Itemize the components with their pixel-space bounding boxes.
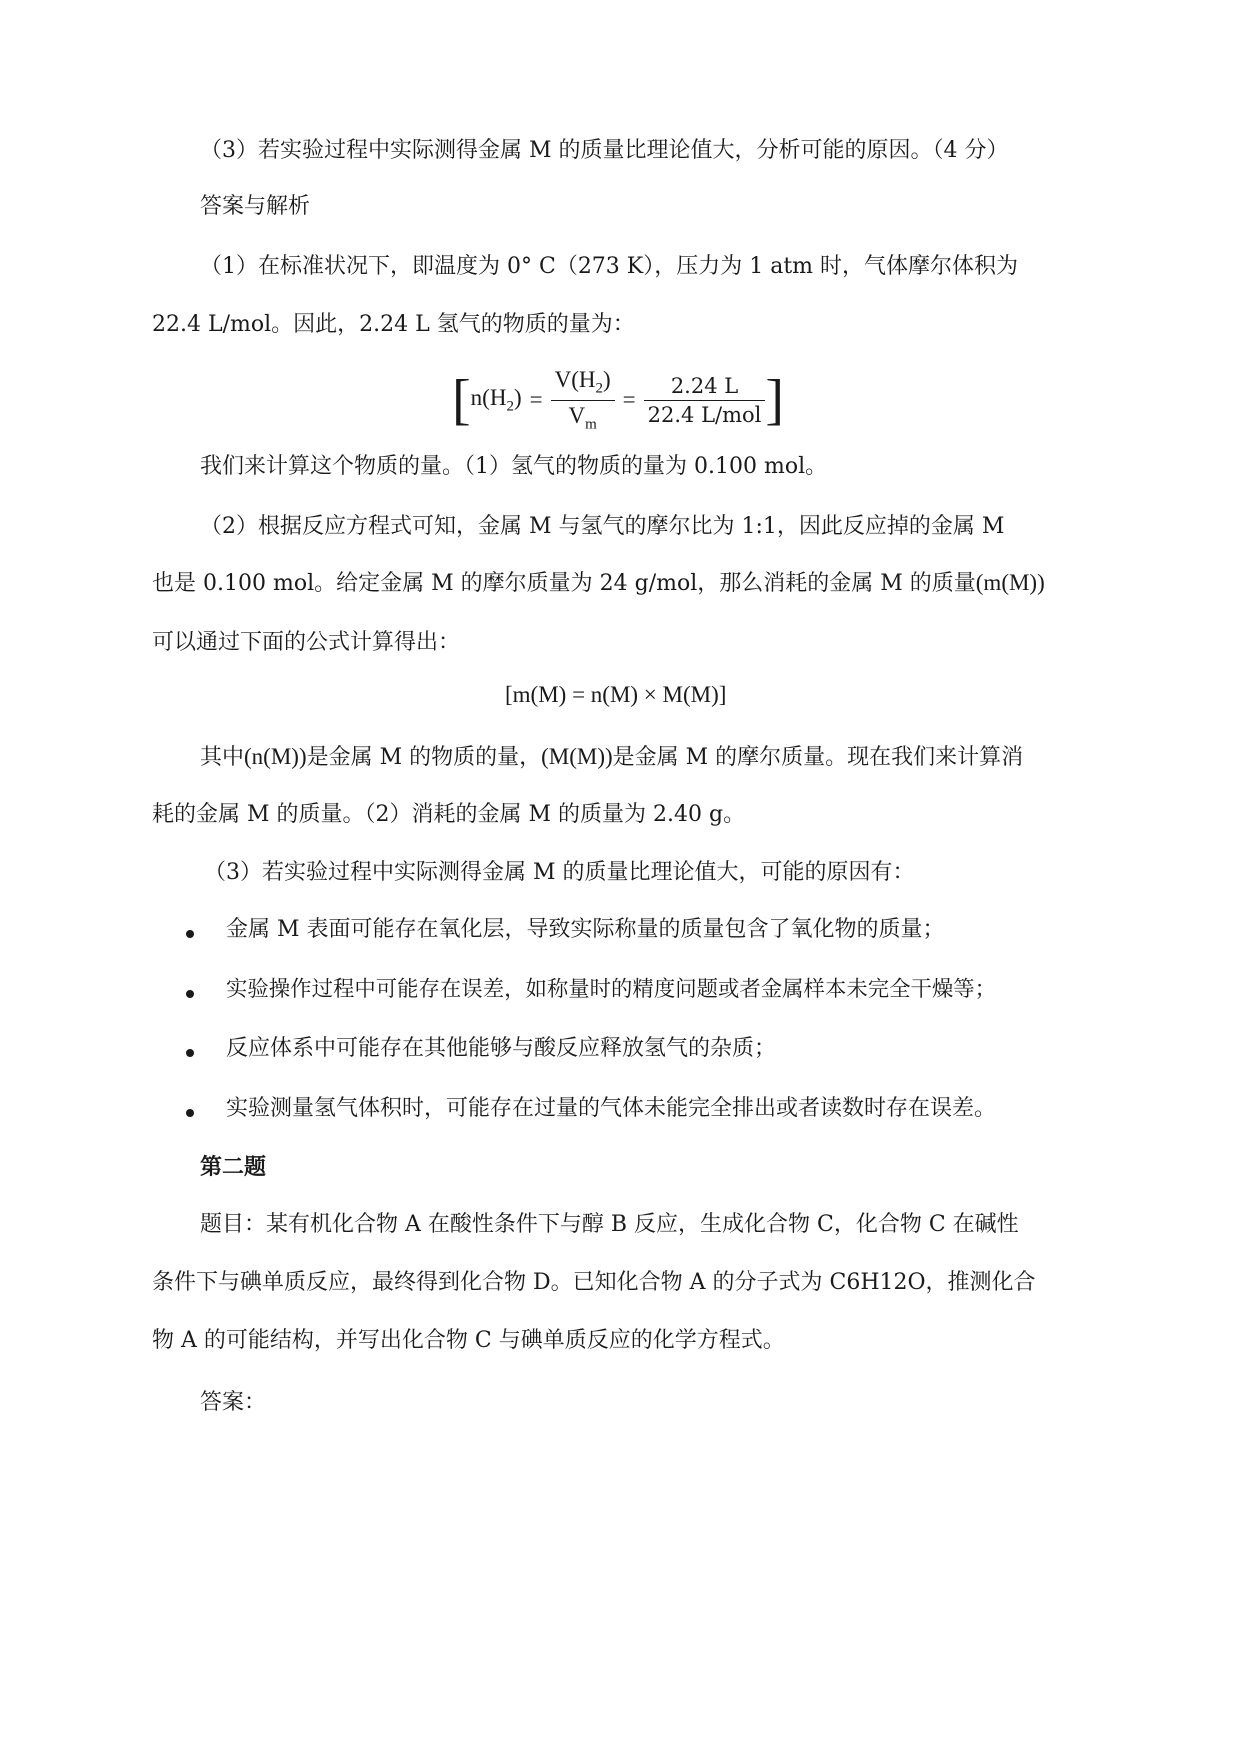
- bullet-icon: [186, 1109, 194, 1117]
- formula-left-bracket: [: [452, 369, 471, 431]
- answer-heading: 答案与解析: [200, 194, 311, 219]
- molar-amount-formula: [452, 362, 784, 438]
- question-3-prompt: （3）若实验过程中实际测得金属 M 的质量比理论值大，分析可能的原因。（4 分）: [200, 138, 1009, 163]
- mass-formula: [m(M) = n(M) × M(M)]: [505, 682, 727, 707]
- formula-lhs: $n(H_2)$: [470, 384, 522, 415]
- answer-label: 答案：: [200, 1390, 267, 1415]
- paragraph-2-line-3: 可以通过下面的公式计算得出：: [152, 630, 461, 655]
- section-2-title: 第二题: [200, 1154, 267, 1180]
- value-fraction: $\frac{2.24 L}{\text{22.4 L/mol}}$: [644, 374, 766, 427]
- paragraph-2-line-4: 其中(n(M))是金属 M 的物质的量，(M(M))是金属 M 的摩尔质量。现在我们来计算消: [200, 744, 1024, 770]
- paragraph-2-line-5: 耗的金属 M 的质量。（2）消耗的金属 M 的质量为 2.40 g。: [152, 802, 746, 827]
- question-2-line-1: 题目：某有机化合物 A 在酸性条件下与醇 B 反应，生成化合物 C，化合物 C 在碱性: [200, 1212, 1019, 1237]
- formula-equals-1: =: [529, 387, 543, 412]
- list-item: 实验测量氢气体积时，可能存在过量的气体未能完全排出或者读数时存在误差。: [226, 1096, 997, 1121]
- paragraph-1-line-2: 22.4 L/mol。因此，2.24 L 氢气的物质的量为：: [152, 312, 635, 337]
- paragraph-3-intro: （3）若实验过程中实际测得金属 M 的质量比理论值大，可能的原因有：: [204, 860, 915, 885]
- paragraph-1-result: 我们来计算这个物质的量。（1）氢气的物质的量为 0.100 mol。: [200, 454, 828, 479]
- mass-symbol: (m(M)): [975, 570, 1045, 595]
- paragraph-2-line-2: 也是 0.100 mol。给定金属 M 的摩尔质量为 24 g/mol，那么消耗的金属 M 的质量(m(M)): [152, 570, 1045, 596]
- paragraph-2-line-1: （2）根据反应方程式可知，金属 M 与氢气的摩尔比为 1:1，因此反应掉的金属 M: [200, 514, 1005, 539]
- list-item: 金属 M 表面可能存在氧化层，导致实际称量的质量包含了氧化物的质量；: [226, 917, 945, 942]
- formula-equals-2: =: [622, 387, 636, 412]
- volume-fraction: $\frac{V(H_2)}{V_m}$: [551, 367, 615, 433]
- paragraph-1-line-1: （1）在标准状况下，即温度为 0° C（273 K），压力为 1 atm 时，气体摩尔体积为: [200, 254, 1019, 279]
- question-2-line-3: 物 A 的可能结构，并写出化合物 C 与碘单质反应的化学方程式。: [152, 1328, 785, 1353]
- question-2-line-2: 条件下与碘单质反应，最终得到化合物 D。已知化合物 A 的分子式为 C6H12O，推测化合: [152, 1270, 1036, 1295]
- list-item: 反应体系中可能存在其他能够与酸反应释放氢气的杂质；: [226, 1036, 777, 1061]
- formula-right-bracket: ]: [765, 369, 785, 431]
- bullet-icon: [186, 930, 194, 938]
- list-item: 实验操作过程中可能存在误差，如称量时的精度问题或者金属样本未完全干燥等；: [226, 977, 997, 1002]
- bullet-icon: [186, 1049, 194, 1057]
- bullet-icon: [186, 990, 194, 998]
